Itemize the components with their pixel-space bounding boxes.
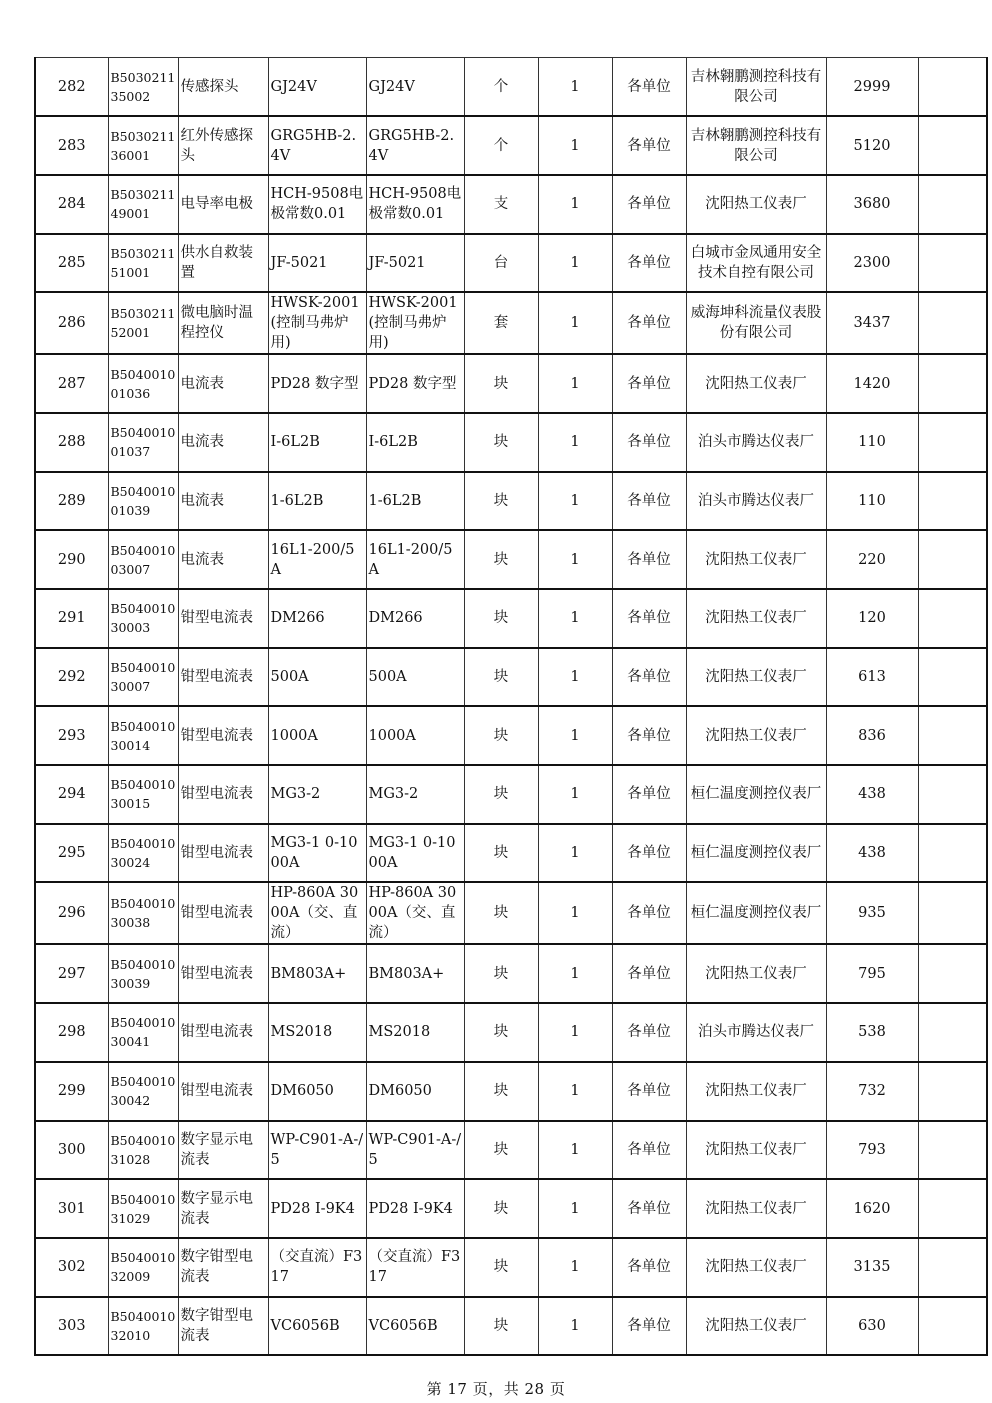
item-price: 630 — [826, 1297, 918, 1356]
item-price: 1620 — [826, 1179, 918, 1238]
table-row — [35, 765, 987, 824]
item-scope: 各单位 — [612, 413, 686, 472]
material-code: B504001030015 — [108, 765, 178, 824]
material-code: B504001003007 — [108, 530, 178, 589]
item-name: 钳型电流表 — [178, 824, 268, 883]
item-model: 500A — [366, 648, 464, 707]
item-model: GJ24V — [366, 58, 464, 117]
item-price: 110 — [826, 413, 918, 472]
item-spec: WP-C901-A-/5 — [268, 1121, 366, 1180]
item-name: 数字钳型电流表 — [178, 1238, 268, 1297]
remarks-cell — [918, 882, 987, 944]
remarks-cell — [918, 1297, 987, 1356]
item-unit: 块 — [464, 648, 538, 707]
remarks-cell — [918, 472, 987, 531]
item-model: VC6056B — [366, 1297, 464, 1356]
manufacturer: 沈阳热工仪表厂 — [686, 944, 826, 1003]
item-model: MS2018 — [366, 1003, 464, 1062]
item-scope: 各单位 — [612, 234, 686, 293]
remarks-cell — [918, 706, 987, 765]
row-number: 284 — [35, 175, 108, 234]
table-row — [35, 234, 987, 293]
item-unit: 块 — [464, 413, 538, 472]
row-number: 299 — [35, 1062, 108, 1121]
item-name: 电流表 — [178, 530, 268, 589]
item-price: 438 — [826, 824, 918, 883]
item-model: MG3-1 0-1000A — [366, 824, 464, 883]
item-scope: 各单位 — [612, 175, 686, 234]
remarks-cell — [918, 354, 987, 413]
material-code: B504001030007 — [108, 648, 178, 707]
item-model: HWSK-2001(控制马弗炉用) — [366, 292, 464, 354]
row-number: 292 — [35, 648, 108, 707]
item-spec: DM266 — [268, 589, 366, 648]
item-unit: 块 — [464, 472, 538, 531]
row-number: 295 — [35, 824, 108, 883]
item-spec: GJ24V — [268, 58, 366, 117]
row-number: 300 — [35, 1121, 108, 1180]
row-number: 287 — [35, 354, 108, 413]
remarks-cell — [918, 944, 987, 1003]
item-quantity: 1 — [538, 472, 612, 531]
item-quantity: 1 — [538, 234, 612, 293]
item-price: 793 — [826, 1121, 918, 1180]
manufacturer: 桓仁温度测控仪表厂 — [686, 824, 826, 883]
item-name: 电导率电极 — [178, 175, 268, 234]
item-price: 935 — [826, 882, 918, 944]
table-row — [35, 413, 987, 472]
item-spec: MS2018 — [268, 1003, 366, 1062]
item-scope: 各单位 — [612, 1297, 686, 1356]
item-name: 钳型电流表 — [178, 1062, 268, 1121]
manufacturer: 沈阳热工仪表厂 — [686, 354, 826, 413]
manufacturer: 桓仁温度测控仪表厂 — [686, 882, 826, 944]
item-spec: MG3-1 0-1000A — [268, 824, 366, 883]
item-unit: 块 — [464, 765, 538, 824]
item-unit: 块 — [464, 1297, 538, 1356]
item-scope: 各单位 — [612, 589, 686, 648]
table-row — [35, 589, 987, 648]
row-number: 293 — [35, 706, 108, 765]
item-model: DM6050 — [366, 1062, 464, 1121]
remarks-cell — [918, 1062, 987, 1121]
item-scope: 各单位 — [612, 1003, 686, 1062]
material-code: B504001032010 — [108, 1297, 178, 1356]
item-spec: BM803A+ — [268, 944, 366, 1003]
item-name: 红外传感探头 — [178, 116, 268, 175]
row-number: 289 — [35, 472, 108, 531]
table-row — [35, 882, 987, 944]
remarks-cell — [918, 765, 987, 824]
item-quantity: 1 — [538, 882, 612, 944]
item-scope: 各单位 — [612, 1238, 686, 1297]
item-model: HCH-9508电极常数0.01 — [366, 175, 464, 234]
item-quantity: 1 — [538, 706, 612, 765]
item-unit: 块 — [464, 944, 538, 1003]
remarks-cell — [918, 1003, 987, 1062]
row-number: 283 — [35, 116, 108, 175]
item-scope: 各单位 — [612, 1062, 686, 1121]
item-price: 3437 — [826, 292, 918, 354]
item-name: 数字显示电流表 — [178, 1121, 268, 1180]
row-number: 296 — [35, 882, 108, 944]
item-quantity: 1 — [538, 175, 612, 234]
table-row — [35, 1003, 987, 1062]
item-scope: 各单位 — [612, 824, 686, 883]
table-row — [35, 944, 987, 1003]
item-price: 1420 — [826, 354, 918, 413]
item-name: 钳型电流表 — [178, 765, 268, 824]
item-quantity: 1 — [538, 1179, 612, 1238]
item-quantity: 1 — [538, 1297, 612, 1356]
material-code: B504001032009 — [108, 1238, 178, 1297]
item-quantity: 1 — [538, 413, 612, 472]
material-code: B504001030014 — [108, 706, 178, 765]
item-name: 传感探头 — [178, 58, 268, 117]
price-table — [34, 57, 988, 1356]
item-unit: 块 — [464, 1062, 538, 1121]
row-number: 291 — [35, 589, 108, 648]
item-unit: 块 — [464, 824, 538, 883]
item-quantity: 1 — [538, 824, 612, 883]
item-model: MG3-2 — [366, 765, 464, 824]
item-quantity: 1 — [538, 1238, 612, 1297]
material-code: B504001001037 — [108, 413, 178, 472]
manufacturer: 沈阳热工仪表厂 — [686, 530, 826, 589]
manufacturer: 吉林翱鹏测控科技有限公司 — [686, 116, 826, 175]
item-spec: 1-6L2B — [268, 472, 366, 531]
item-price: 5120 — [826, 116, 918, 175]
item-scope: 各单位 — [612, 116, 686, 175]
item-model: （交直流）F317 — [366, 1238, 464, 1297]
remarks-cell — [918, 1179, 987, 1238]
remarks-cell — [918, 589, 987, 648]
item-name: 钳型电流表 — [178, 706, 268, 765]
remarks-cell — [918, 1121, 987, 1180]
row-number: 285 — [35, 234, 108, 293]
manufacturer: 沈阳热工仪表厂 — [686, 706, 826, 765]
row-number: 286 — [35, 292, 108, 354]
item-scope: 各单位 — [612, 292, 686, 354]
material-code: B503021136001 — [108, 116, 178, 175]
manufacturer: 沈阳热工仪表厂 — [686, 1179, 826, 1238]
item-quantity: 1 — [538, 1121, 612, 1180]
item-scope: 各单位 — [612, 354, 686, 413]
row-number: 303 — [35, 1297, 108, 1356]
item-scope: 各单位 — [612, 648, 686, 707]
item-scope: 各单位 — [612, 1121, 686, 1180]
item-price: 836 — [826, 706, 918, 765]
item-quantity: 1 — [538, 354, 612, 413]
item-model: JF-5021 — [366, 234, 464, 293]
item-quantity: 1 — [538, 116, 612, 175]
item-unit: 个 — [464, 58, 538, 117]
item-spec: MG3-2 — [268, 765, 366, 824]
item-model: 1000A — [366, 706, 464, 765]
row-number: 294 — [35, 765, 108, 824]
item-spec: HP-860A 3000A（交、直流） — [268, 882, 366, 944]
item-unit: 块 — [464, 589, 538, 648]
item-spec: 16L1-200/5A — [268, 530, 366, 589]
manufacturer: 沈阳热工仪表厂 — [686, 589, 826, 648]
item-quantity: 1 — [538, 1062, 612, 1121]
item-model: BM803A+ — [366, 944, 464, 1003]
row-number: 282 — [35, 58, 108, 117]
item-scope: 各单位 — [612, 58, 686, 117]
item-spec: 500A — [268, 648, 366, 707]
manufacturer: 沈阳热工仪表厂 — [686, 1062, 826, 1121]
item-quantity: 1 — [538, 292, 612, 354]
item-name: 钳型电流表 — [178, 944, 268, 1003]
item-name: 供水自救装置 — [178, 234, 268, 293]
material-code: B503021152001 — [108, 292, 178, 354]
item-spec: PD28 I-9K4 — [268, 1179, 366, 1238]
material-code: B504001030024 — [108, 824, 178, 883]
item-model: 1-6L2B — [366, 472, 464, 531]
material-code: B503021149001 — [108, 175, 178, 234]
item-spec: DM6050 — [268, 1062, 366, 1121]
material-code: B504001031029 — [108, 1179, 178, 1238]
item-unit: 块 — [464, 354, 538, 413]
table-row — [35, 1179, 987, 1238]
item-model: GRG5HB-2.4V — [366, 116, 464, 175]
manufacturer: 沈阳热工仪表厂 — [686, 175, 826, 234]
item-price: 613 — [826, 648, 918, 707]
item-quantity: 1 — [538, 765, 612, 824]
manufacturer: 沈阳热工仪表厂 — [686, 1297, 826, 1356]
manufacturer: 白城市金凤通用安全技术自控有限公司 — [686, 234, 826, 293]
table-row — [35, 58, 987, 117]
item-quantity: 1 — [538, 530, 612, 589]
item-price: 2300 — [826, 234, 918, 293]
remarks-cell — [918, 58, 987, 117]
row-number: 290 — [35, 530, 108, 589]
remarks-cell — [918, 292, 987, 354]
item-unit: 套 — [464, 292, 538, 354]
table-row — [35, 1238, 987, 1297]
table-row — [35, 292, 987, 354]
row-number: 301 — [35, 1179, 108, 1238]
remarks-cell — [918, 824, 987, 883]
manufacturer: 沈阳热工仪表厂 — [686, 1121, 826, 1180]
item-quantity: 1 — [538, 1003, 612, 1062]
table-row — [35, 175, 987, 234]
remarks-cell — [918, 1238, 987, 1297]
table-row — [35, 824, 987, 883]
item-model: PD28 数字型 — [366, 354, 464, 413]
item-name: 钳型电流表 — [178, 882, 268, 944]
item-price: 732 — [826, 1062, 918, 1121]
row-number: 302 — [35, 1238, 108, 1297]
table-row — [35, 530, 987, 589]
item-model: HP-860A 3000A（交、直流） — [366, 882, 464, 944]
manufacturer: 桓仁温度测控仪表厂 — [686, 765, 826, 824]
table-row — [35, 1121, 987, 1180]
remarks-cell — [918, 648, 987, 707]
item-name: 电流表 — [178, 354, 268, 413]
material-code: B504001030039 — [108, 944, 178, 1003]
table-row — [35, 472, 987, 531]
item-name: 钳型电流表 — [178, 589, 268, 648]
item-spec: HWSK-2001(控制马弗炉用) — [268, 292, 366, 354]
remarks-cell — [918, 530, 987, 589]
item-scope: 各单位 — [612, 472, 686, 531]
row-number: 298 — [35, 1003, 108, 1062]
row-number: 288 — [35, 413, 108, 472]
material-code: B503021151001 — [108, 234, 178, 293]
material-code: B504001001039 — [108, 472, 178, 531]
material-code: B504001030041 — [108, 1003, 178, 1062]
item-scope: 各单位 — [612, 944, 686, 1003]
item-model: PD28 I-9K4 — [366, 1179, 464, 1238]
item-unit: 块 — [464, 706, 538, 765]
item-spec: VC6056B — [268, 1297, 366, 1356]
item-model: WP-C901-A-/5 — [366, 1121, 464, 1180]
item-model: DM266 — [366, 589, 464, 648]
item-price: 220 — [826, 530, 918, 589]
item-name: 钳型电流表 — [178, 648, 268, 707]
manufacturer: 泊头市腾达仪表厂 — [686, 1003, 826, 1062]
item-price: 3135 — [826, 1238, 918, 1297]
item-name: 数字钳型电流表 — [178, 1297, 268, 1356]
item-unit: 台 — [464, 234, 538, 293]
material-code: B504001031028 — [108, 1121, 178, 1180]
item-unit: 块 — [464, 1121, 538, 1180]
item-scope: 各单位 — [612, 765, 686, 824]
item-quantity: 1 — [538, 58, 612, 117]
manufacturer: 吉林翱鹏测控科技有限公司 — [686, 58, 826, 117]
item-quantity: 1 — [538, 944, 612, 1003]
remarks-cell — [918, 116, 987, 175]
remarks-cell — [918, 413, 987, 472]
table-row — [35, 648, 987, 707]
item-scope: 各单位 — [612, 530, 686, 589]
item-unit: 块 — [464, 882, 538, 944]
item-unit: 块 — [464, 1179, 538, 1238]
manufacturer: 沈阳热工仪表厂 — [686, 648, 826, 707]
item-spec: （交直流）F317 — [268, 1238, 366, 1297]
item-price: 438 — [826, 765, 918, 824]
manufacturer: 沈阳热工仪表厂 — [686, 1238, 826, 1297]
remarks-cell — [918, 175, 987, 234]
item-spec: 1000A — [268, 706, 366, 765]
item-quantity: 1 — [538, 648, 612, 707]
material-code: B504001030038 — [108, 882, 178, 944]
remarks-cell — [918, 234, 987, 293]
item-spec: GRG5HB-2.4V — [268, 116, 366, 175]
item-price: 120 — [826, 589, 918, 648]
table-row — [35, 1062, 987, 1121]
item-price: 538 — [826, 1003, 918, 1062]
item-unit: 支 — [464, 175, 538, 234]
item-price: 3680 — [826, 175, 918, 234]
manufacturer: 泊头市腾达仪表厂 — [686, 472, 826, 531]
item-scope: 各单位 — [612, 706, 686, 765]
item-unit: 块 — [464, 530, 538, 589]
item-spec: HCH-9508电极常数0.01 — [268, 175, 366, 234]
item-unit: 块 — [464, 1238, 538, 1297]
page-footer: 第 17 页，共 28 页 — [426, 1380, 566, 1398]
manufacturer: 威海坤科流量仪表股份有限公司 — [686, 292, 826, 354]
item-scope: 各单位 — [612, 882, 686, 944]
table-row — [35, 1297, 987, 1356]
item-name: 电流表 — [178, 472, 268, 531]
item-price: 2999 — [826, 58, 918, 117]
table-row — [35, 116, 987, 175]
row-number: 297 — [35, 944, 108, 1003]
material-code: B504001030003 — [108, 589, 178, 648]
material-code: B504001030042 — [108, 1062, 178, 1121]
manufacturer: 泊头市腾达仪表厂 — [686, 413, 826, 472]
item-price: 795 — [826, 944, 918, 1003]
table-row — [35, 354, 987, 413]
item-scope: 各单位 — [612, 1179, 686, 1238]
item-name: 微电脑时温程控仪 — [178, 292, 268, 354]
item-quantity: 1 — [538, 589, 612, 648]
item-unit: 个 — [464, 116, 538, 175]
item-model: 16L1-200/5A — [366, 530, 464, 589]
item-spec: PD28 数字型 — [268, 354, 366, 413]
table-row — [35, 706, 987, 765]
item-price: 110 — [826, 472, 918, 531]
item-spec: JF-5021 — [268, 234, 366, 293]
item-name: 电流表 — [178, 413, 268, 472]
item-name: 数字显示电流表 — [178, 1179, 268, 1238]
item-model: I-6L2B — [366, 413, 464, 472]
material-code: B504001001036 — [108, 354, 178, 413]
item-unit: 块 — [464, 1003, 538, 1062]
item-spec: I-6L2B — [268, 413, 366, 472]
material-code: B503021135002 — [108, 58, 178, 117]
item-name: 钳型电流表 — [178, 1003, 268, 1062]
